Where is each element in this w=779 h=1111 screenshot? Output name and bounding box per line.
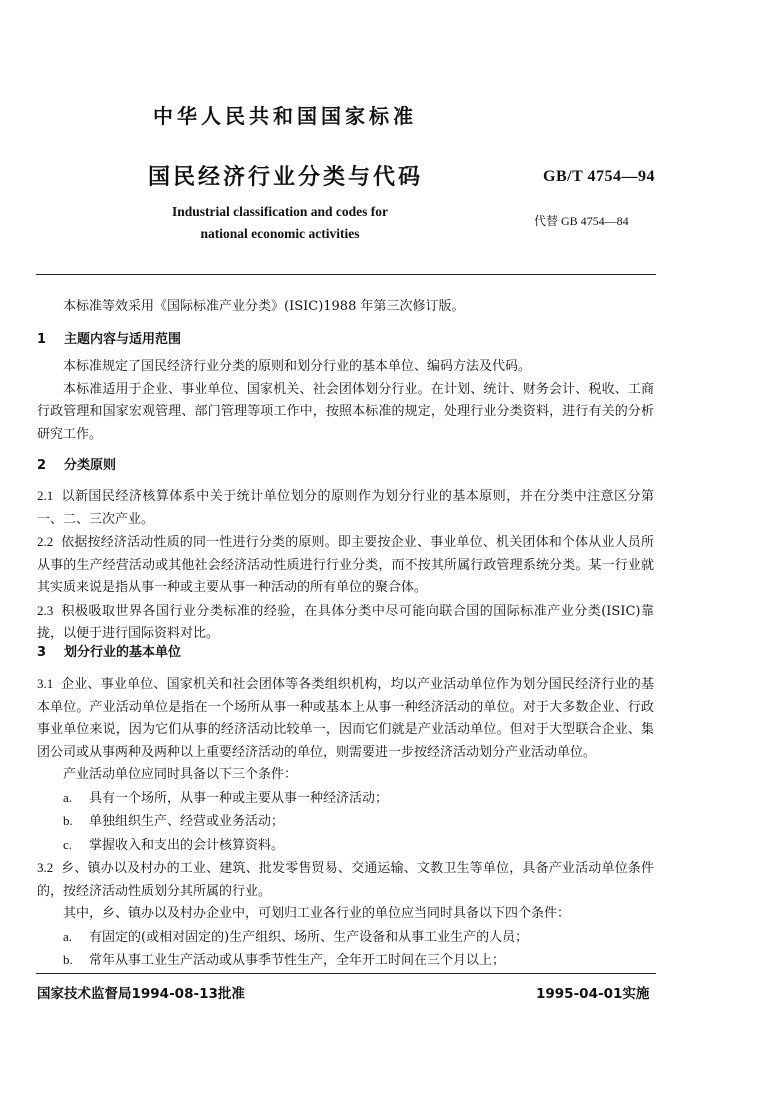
list-item-marker: b. [63, 952, 73, 967]
clause-3-2-text: 乡、镇办以及村办的工业、建筑、批发零售贸易、交通运输、文教卫生等单位，具备产业活动单位条件的，按经济活动性质划分其所属的行业。 [37, 861, 654, 899]
intro-paragraph: 本标准等效采用《国际标准产业分类》(ISIC)1988 年第三次修订版。 [63, 299, 465, 314]
standard-title: 中华人民共和国国家标准 [153, 104, 417, 128]
list-item-text: 有固定的(或相对固定的)生产组织、场所、生产设备和从事工业生产的人员； [89, 929, 529, 945]
clause-3-2-lead: 其中，乡、镇办以及村办企业中，可划归工业各行业的单位应当同时具备以下四个条件： [63, 906, 571, 921]
section-1-heading [37, 329, 654, 352]
english-title-line-2: national economic activities [200, 226, 360, 241]
clause-3-2 [37, 857, 654, 903]
clause-3-2-number: 3.2 [37, 860, 54, 875]
list-item [37, 949, 654, 973]
clause-2-2-number: 2.2 [37, 534, 54, 549]
clause-2-1 [37, 485, 654, 531]
section-2-title: 分类原则 [64, 458, 117, 473]
list-item [37, 810, 654, 834]
list-item [37, 926, 654, 950]
clause-2-3-number: 2.3 [37, 602, 54, 618]
clause-2-1-text: 以新国民经济核算体系中关于统计单位划分的原则作为划分行业的基本原则，并在分类中注意区分第一、二、三次产业。 [37, 489, 654, 527]
section-3-title: 划分行业的基本单位 [64, 645, 182, 660]
document-code: GB/T 4754—94 [543, 168, 655, 185]
list-item [37, 834, 654, 858]
section-3-body [37, 673, 654, 973]
header-divider [36, 274, 656, 275]
clause-2-3-text: 积极吸取世界各国行业分类标准的经验，在具体分类中尽可能向联合国的国际标准产业分类(ISIC)靠拢，以便于进行国际资料对比。 [37, 603, 654, 641]
clause-3-1-number: 3.1 [37, 676, 54, 691]
section-1-body [37, 356, 654, 446]
list-item-marker: b. [63, 813, 73, 828]
section-1-paragraph-1: 本标准规定了国民经济行业分类的原则和划分行业的基本单位、编码方法及代码。 [63, 359, 532, 374]
clause-3-1-lead: 产业活动单位应同时具备以下三个条件： [63, 767, 298, 782]
section-2-body [37, 485, 654, 646]
section-2 [37, 455, 654, 478]
clause-2-2-text: 依据按经济活动性质的同一性进行分类的原则。即主要按企业、事业单位、机关团体和个体从业人员所从事的生产经营活动或其他社会经济活动性质进行行业分类，而不按其所属行政管理系统分类。某一行业就其实质来说是指从事一种或主要从事一种活动的所有单位的聚合体。 [37, 535, 654, 595]
clause-3-1-text: 企业、事业单位、国家机关和社会团体等各类组织机构，均以产业活动单位作为划分国民经济行业的基本单位。产业活动单位是指在一个场所从事一种或基本上从事一种经济活动的单位。对于大多数企业、行政事业单位来说，因为它们从事的经济活动比较单一，因而它们就是产业活动单位。但对于大型联合企业、集团公司或从事两种及两种以上重要经济活动的单位，则需要进一步按经济活动划分产业活动单位。 [37, 677, 654, 760]
clause-2-3 [37, 600, 654, 646]
effective-date: 1995-04-01实施 [536, 986, 650, 1002]
section-1-number: 1 [37, 332, 47, 347]
list-item-text: 常年从事工业生产活动或从事季节性生产，全年开工时间在三个月以上； [89, 953, 506, 968]
section-2-heading [37, 455, 654, 478]
list-item-marker: c. [63, 836, 73, 852]
list-item-text: 具有一个场所，从事一种或主要从事一种经济活动； [89, 790, 389, 806]
list-item [37, 787, 654, 811]
document-title: 国民经济行业分类与代码 [148, 165, 424, 190]
section-3-number: 3 [37, 645, 47, 660]
list-item-marker: a. [63, 928, 73, 944]
clause-3-1 [37, 673, 654, 764]
section-1-paragraph-2: 本标准适用于企业、事业单位、国家机关、社会团体划分行业。在计划、统计、财务会计、税收、工商行政管理和国家宏观管理、部门管理等项工作中，按照本标准的规定，处理行业分类资料，进行有关的分析研究工作。 [37, 381, 654, 442]
approval-note: 国家技术监督局1994-08-13批准 [37, 986, 245, 1002]
footer-divider [36, 973, 656, 974]
clause-2-1-number: 2.1 [37, 488, 54, 503]
section-1-title: 主题内容与适用范围 [64, 332, 182, 347]
section-3-heading [37, 642, 654, 665]
english-title-line-1: Industrial classification and codes for [171, 204, 388, 219]
replaces-note: 代替 GB 4754—84 [534, 214, 629, 228]
list-item-marker: a. [63, 789, 73, 805]
section-3 [37, 642, 654, 665]
list-item-text: 掌握收入和支出的会计核算资料。 [89, 837, 285, 853]
section-2-number: 2 [37, 458, 47, 473]
section-1 [37, 329, 654, 352]
clause-2-2 [37, 531, 654, 600]
intro-block [37, 296, 654, 319]
list-item-text: 单独组织生产、经营或业务活动； [89, 814, 285, 829]
